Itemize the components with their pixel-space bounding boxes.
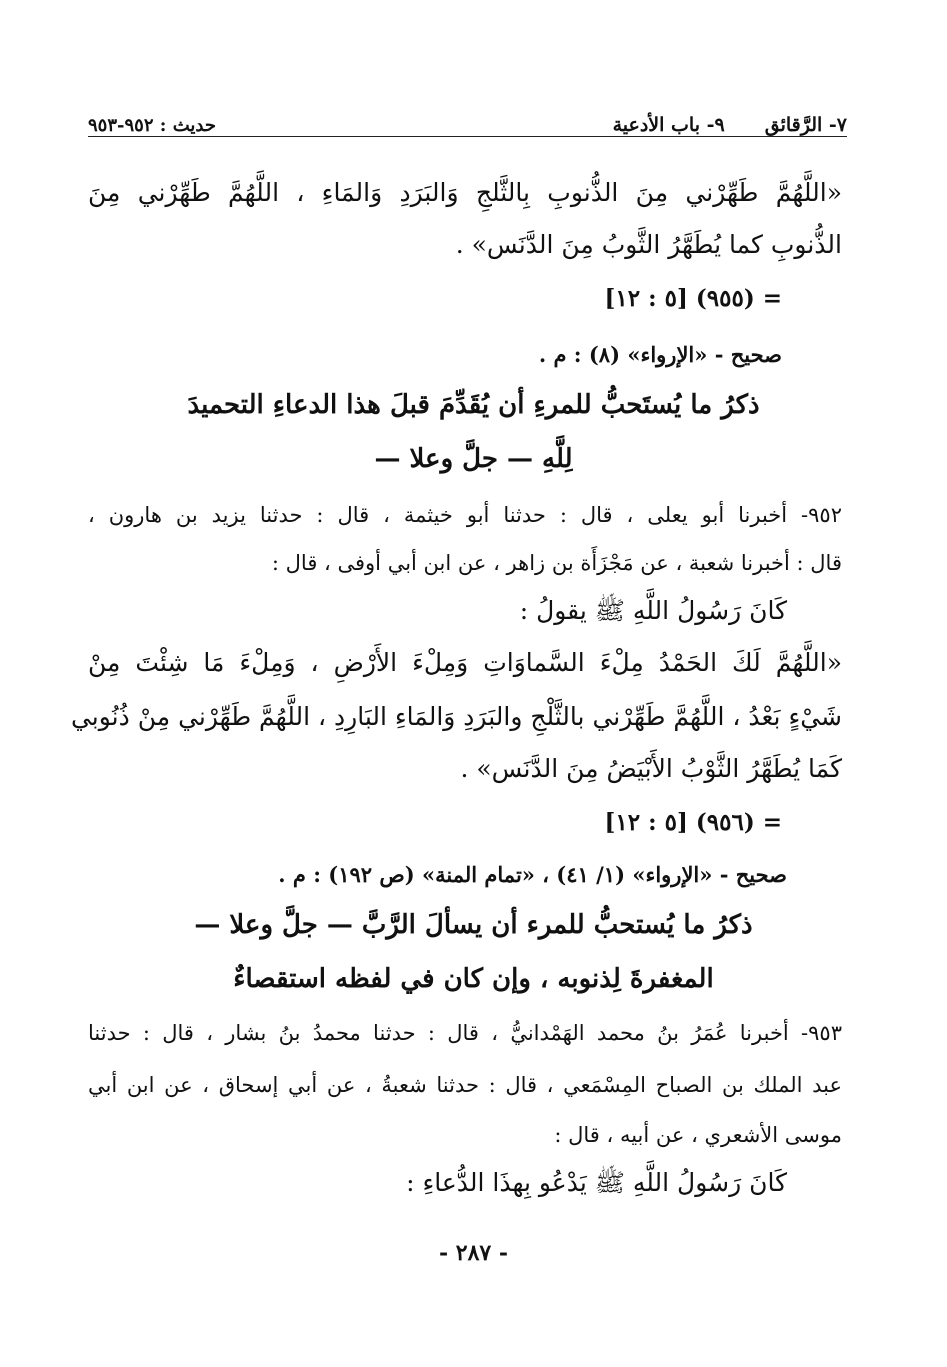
text-line-13: ٩٥٣- أخبرنا عُمَرُ بنُ محمد الهَمْدانيُّ ، قال : حدثنا محمدُ بنُ بشار ، قال : حدثنا [88,1021,842,1045]
text-line-14: عبد الملك بن الصباح المِسْمَعي ، قال : حدثنا شعبةُ ، عن أبي إسحاق ، عن ابن أبي [88,1073,842,1097]
text-line-7: كَانَ رَسُولُ اللَّهِ ﷺ يقولُ : [519,596,787,625]
header-chapter: ٧- الرَّقائق [764,114,847,136]
header-section: ٩- باب الأدعية [612,114,725,136]
text-line-9: شَيْءٍ بَعْدُ ، اللَّهُمَّ طَهِّرْني بالثَّلْجِ والبَرَدِ وَالمَاءِ البَارِدِ ، اللَّهُمَّ طَهِّرْني مِنْ ذُنُوبي [70,702,842,731]
text-line-2: الذُّنوبِ كما يُطَهَّرُ الثَّوبُ مِنَ الدَّنَس» . [455,230,842,259]
text-line-10: كَمَا يُطَهَّرُ الثَّوْبُ الأَبْيَضُ مِنَ الدَّنَس» . [460,754,842,783]
header-chapter-section [613,114,847,136]
cross-reference-1: = (٩٥٥) [٥ : ١٢] [604,285,782,312]
cross-reference-2: = (٩٥٦) [٥ : ١٢] [604,809,782,836]
header-rule [88,136,847,137]
chapter-heading-2b: المغفرةَ لِذنوبه ، وإن كان في لفظه استقصاءٌ [233,964,714,994]
chapter-heading-1b: لِلَّهِ — جلَّ وعلا — [374,444,573,474]
page-number: - ٢٨٧ - [438,1240,509,1266]
text-line-8: «اللَّهُمَّ لَكَ الحَمْدُ مِلْءَ السَّماوَاتِ وَمِلْءَ الأَرْضِ ، وَمِلْءَ مَا شِئْتَ مِنْ [88,648,842,677]
grading-1: صحيح - «الإرواء» (٨) : م . [538,342,782,367]
text-line-1: «اللَّهُمَّ طَهِّرْني مِنَ الذُّنوبِ بِالثَّلجِ وَالبَرَدِ وَالمَاءِ ، اللَّهُمَّ طَهِّرْني مِنَ [88,178,842,207]
chapter-heading-2a: ذكرُ ما يُستحبُّ للمرء أن يسألَ الرَّبَّ — جلَّ وعلا — [194,910,753,940]
text-line-6: قال : أخبرنا شعبة ، عن مَجْزَأَة بن زاهر ، عن ابن أبي أوفى ، قال : [271,551,842,575]
header-hadith-range: حديث : ٩٥٢-٩٥٣ [88,115,216,136]
text-line-5: ٩٥٢- أخبرنا أبو يعلى ، قال : حدثنا أبو خيثمة ، قال : حدثنا يزيد بن هارون ، [88,503,842,527]
text-line-16: كَانَ رَسُولُ اللَّهِ ﷺ يَدْعُو بِهذَا الدُّعاءِ : [406,1168,787,1197]
grading-2: صحيح - «الإرواء» (١/ ٤١) ، «تمام المنة» (ص ١٩٢) : م . [278,862,787,887]
running-header [88,92,847,136]
text-line-15: موسى الأشعري ، عن أبيه ، قال : [554,1123,842,1147]
chapter-heading-1a: ذكرُ ما يُستَحبُّ للمرءِ أن يُقَدِّمَ قبلَ هذا الدعاءِ التحميدَ [187,390,760,420]
